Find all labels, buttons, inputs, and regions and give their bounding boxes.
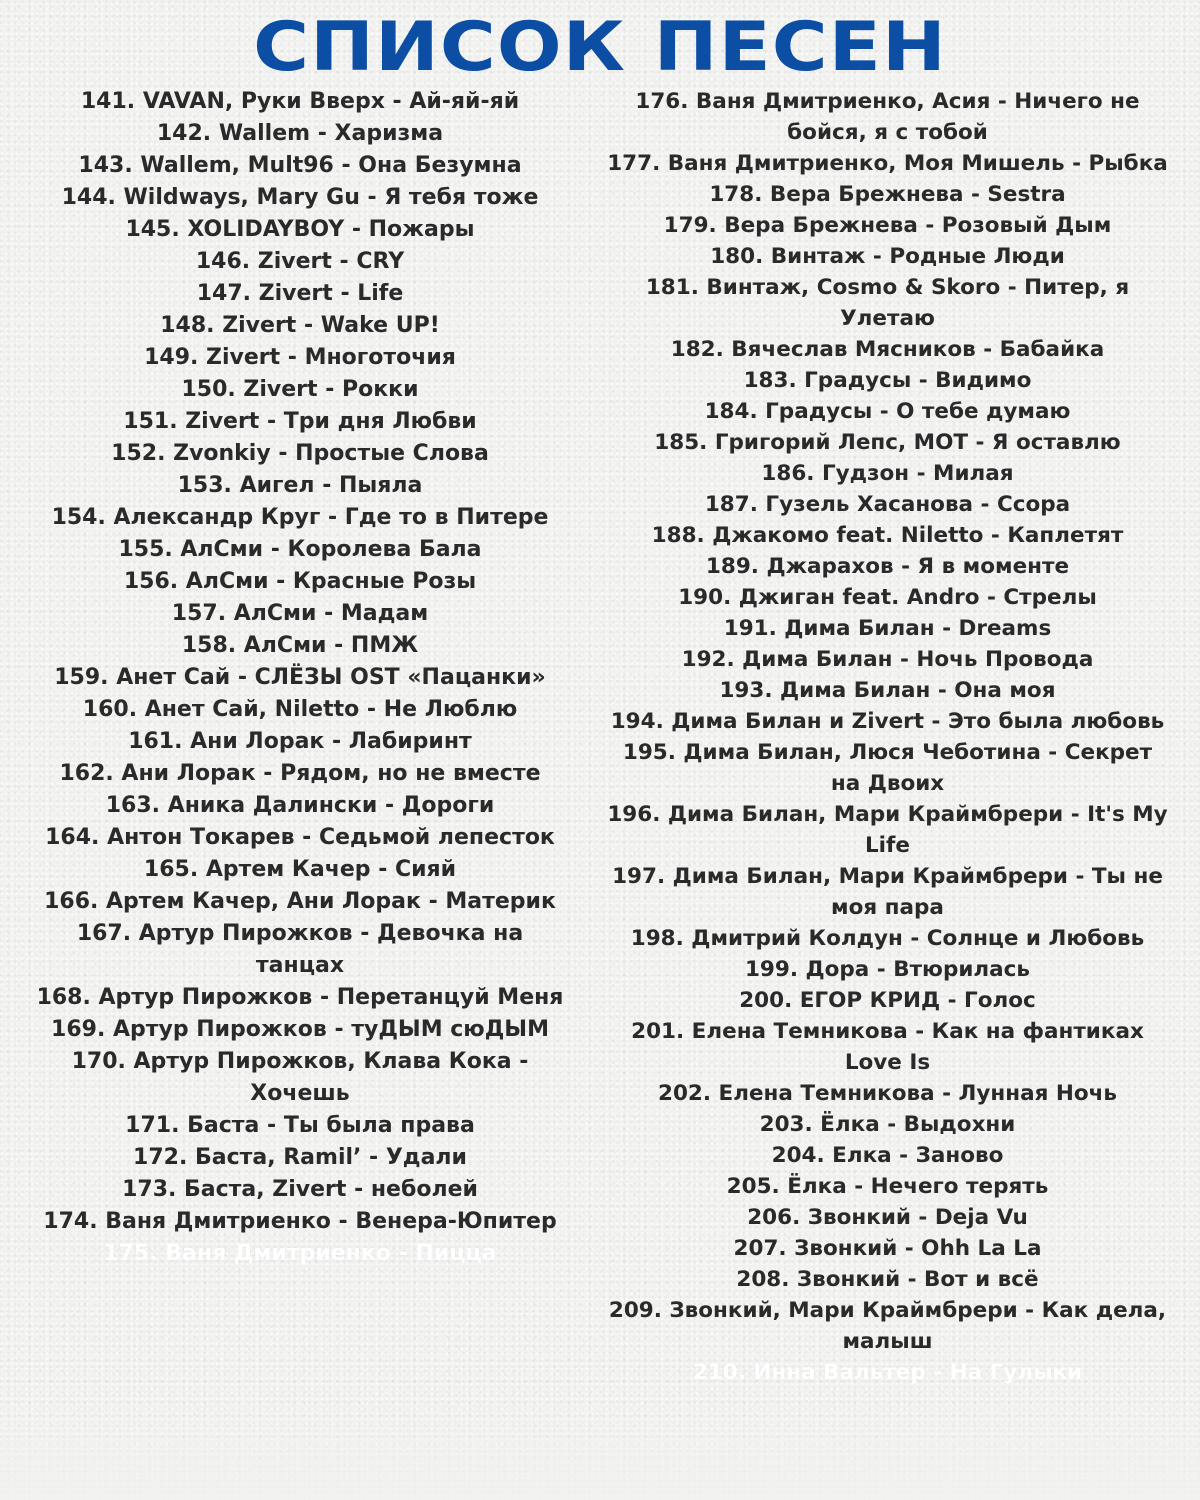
- song-list-right: [605, 86, 1170, 1388]
- song-item-202: 202. Елена Темникова - Лунная Ночь: [657, 1081, 1117, 1106]
- song-item-153: 153. Аигел - Пыяла: [177, 473, 423, 498]
- song-item-150: 150. Zivert - Рокки: [181, 377, 419, 402]
- song-item-207: 207. Звонкий - Ohh La La: [733, 1236, 1042, 1261]
- song-item-195: 195. Дима Билан, Люся Чеботина - Секрет на Двоих: [622, 740, 1153, 796]
- bottom-fade: [0, 1400, 1200, 1500]
- song-item-166: 166. Артем Качер, Ани Лорак - Материк: [44, 889, 556, 914]
- song-item-183: 183. Градусы - Видимо: [743, 368, 1032, 393]
- song-list-left: [30, 86, 570, 1270]
- song-item-197: 197. Дима Билан, Мари Краймбрери - Ты не моя пара: [612, 864, 1163, 920]
- song-item-190: 190. Джиган feat. Andro - Стрелы: [678, 585, 1097, 610]
- song-item-149: 149. Zivert - Многоточия: [144, 345, 456, 370]
- song-item-210: 210. Инна Вальтер - На Гулыки: [692, 1360, 1083, 1385]
- song-item-178: 178. Вера Брежнева - Sestra: [709, 182, 1066, 207]
- song-item-173: 173. Баста, Zivert - неболей: [122, 1177, 478, 1202]
- song-item-208: 208. Звонкий - Вот и всё: [736, 1267, 1039, 1292]
- song-item-191: 191. Дима Билан - Dreams: [723, 616, 1052, 641]
- song-item-164: 164. Антон Токарев - Седьмой лепесток: [45, 825, 555, 850]
- song-item-172: 172. Баста, Ramil’ - Удали: [133, 1145, 467, 1170]
- song-item-161: 161. Ани Лорак - Лабиринт: [128, 729, 472, 754]
- song-item-147: 147. Zivert - Life: [196, 281, 404, 306]
- song-item-187: 187. Гузель Хасанова - Ссора: [704, 492, 1071, 517]
- song-item-152: 152. Zvonkiy - Простые Слова: [111, 441, 489, 466]
- song-item-175: 175. Ваня Дмитриенко - Пицца: [103, 1241, 497, 1266]
- song-item-170: 170. Артур Пирожков, Клава Кока - Хочешь: [71, 1049, 529, 1106]
- song-item-182: 182. Вячеслав Мясников - Бабайка: [670, 337, 1105, 362]
- song-item-189: 189. Джарахов - Я в моменте: [705, 554, 1070, 579]
- song-item-209: 209. Звонкий, Мари Краймбрери - Как дела, малыш: [608, 1298, 1167, 1354]
- song-item-162: 162. Ани Лорак - Рядом, но не вместе: [59, 761, 541, 786]
- song-item-157: 157. АлСми - Мадам: [171, 601, 429, 626]
- song-item-145: 145. XOLIDAYBOY - Пожары: [125, 217, 475, 242]
- song-item-188: 188. Джакомо feat. Niletto - Каплетят: [651, 523, 1124, 548]
- song-item-194: 194. Дима Билан и Zivert - Это была любовь: [610, 709, 1165, 734]
- song-item-193: 193. Дима Билан - Она моя: [719, 678, 1056, 703]
- song-item-171: 171. Баста - Ты была права: [125, 1113, 475, 1138]
- song-item-185: 185. Григорий Лепс, MOT - Я оставлю: [654, 430, 1121, 455]
- song-item-155: 155. АлСми - Королева Бала: [118, 537, 482, 562]
- song-item-154: 154. Александр Круг - Где то в Питере: [51, 505, 549, 530]
- song-item-203: 203. Ёлка - Выдохни: [759, 1112, 1016, 1137]
- song-item-168: 168. Артур Пирожков - Перетанцуй Меня: [36, 985, 564, 1010]
- page-title: СПИСОК ПЕСЕН: [253, 8, 947, 87]
- song-item-159: 159. Анет Сай - СЛЁЗЫ OST «Пацанки»: [54, 665, 546, 690]
- song-item-141: 141. VAVAN, Руки Вверх - Ай-яй-яй: [80, 89, 520, 114]
- song-item-181: 181. Винтаж, Cosmo & Skoro - Питер, я Улетаю: [645, 275, 1130, 331]
- song-item-156: 156. АлСми - Красные Розы: [123, 569, 477, 594]
- song-item-198: 198. Дмитрий Колдун - Солнце и Любовь: [630, 926, 1145, 951]
- song-item-146: 146. Zivert - CRY: [195, 249, 405, 274]
- song-item-151: 151. Zivert - Три дня Любви: [123, 409, 477, 434]
- song-item-160: 160. Анет Сай, Niletto - Не Люблю: [82, 697, 518, 722]
- song-item-144: 144. Wildways, Mary Gu - Я тебя тоже: [61, 185, 539, 210]
- song-item-163: 163. Аника Далински - Дороги: [105, 793, 495, 818]
- song-item-176: 176. Ваня Дмитриенко, Асия - Ничего не бойся, я с тобой: [635, 89, 1140, 145]
- song-item-184: 184. Градусы - О тебе думаю: [704, 399, 1071, 424]
- song-item-142: 142. Wallem - Харизма: [156, 121, 444, 146]
- song-item-174: 174. Ваня Дмитриенко - Венера-Юпитер: [43, 1209, 557, 1234]
- song-item-167: 167. Артур Пирожков - Девочка на танцах: [76, 921, 524, 978]
- song-item-199: 199. Дора - Втюрилась: [744, 957, 1031, 982]
- song-item-204: 204. Елка - Заново: [771, 1143, 1004, 1168]
- song-item-179: 179. Вера Брежнева - Розовый Дым: [663, 213, 1112, 238]
- song-item-169: 169. Артур Пирожков - туДЫМ сюДЫМ: [51, 1017, 549, 1042]
- song-item-148: 148. Zivert - Wake UP!: [160, 313, 440, 338]
- song-item-205: 205. Ёлка - Нечего терять: [726, 1174, 1049, 1199]
- song-item-158: 158. АлСми - ПМЖ: [181, 633, 419, 658]
- song-item-165: 165. Артем Качер - Сияй: [143, 857, 457, 882]
- song-item-180: 180. Винтаж - Родные Люди: [710, 244, 1065, 269]
- song-item-201: 201. Елена Темникова - Как на фантиках Love Is: [631, 1019, 1144, 1075]
- song-item-200: 200. ЕГОР КРИД - Голос: [739, 988, 1036, 1013]
- song-item-206: 206. Звонкий - Deja Vu: [747, 1205, 1028, 1230]
- song-item-143: 143. Wallem, Mult96 - Она Безумна: [78, 153, 522, 178]
- song-item-186: 186. Гудзон - Милая: [761, 461, 1014, 486]
- song-item-196: 196. Дима Билан, Мари Краймбрери - It's My Life: [607, 802, 1168, 858]
- song-item-177: 177. Ваня Дмитриенко, Моя Мишель - Рыбка: [607, 151, 1168, 176]
- song-item-192: 192. Дима Билан - Ночь Провода: [681, 647, 1094, 672]
